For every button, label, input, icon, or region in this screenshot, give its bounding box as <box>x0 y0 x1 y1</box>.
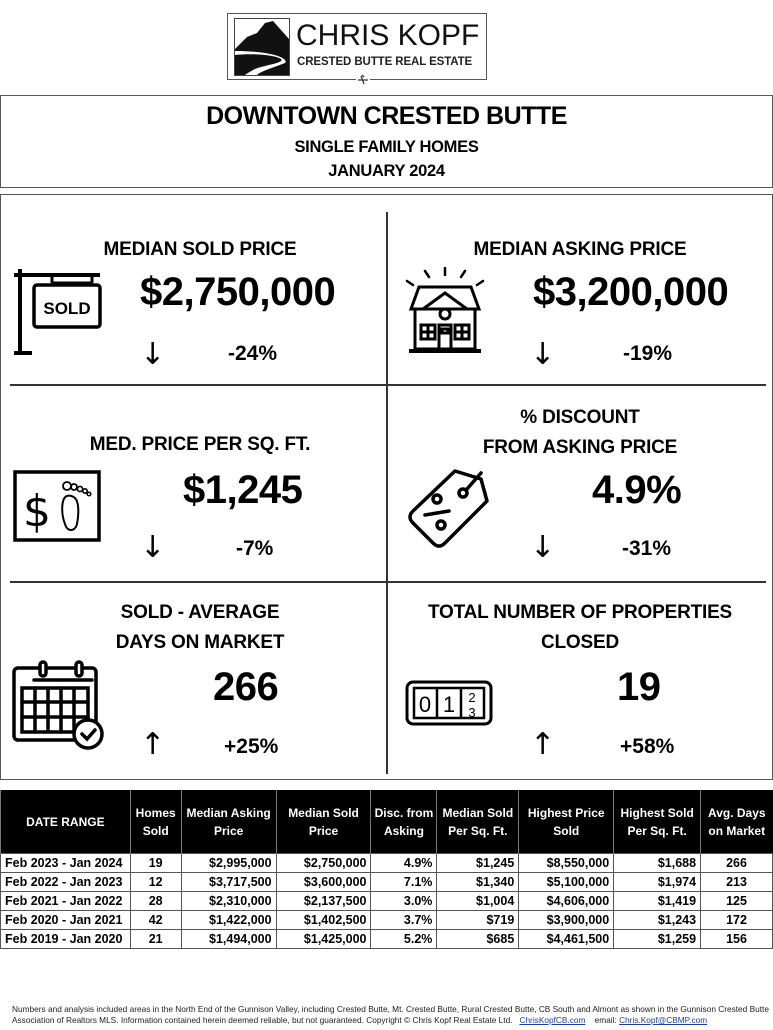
cell-median-sold: $2,137,500 <box>276 892 371 911</box>
cell-avg-days: 266 <box>701 854 773 873</box>
fly-icon <box>356 71 370 83</box>
cell-median-asking: $1,494,000 <box>181 930 276 949</box>
cell-homes-sold: 42 <box>130 911 181 930</box>
table-row <box>1 873 773 892</box>
history-table <box>0 790 773 949</box>
house-icon <box>405 267 493 363</box>
cell-median-asking: $1,422,000 <box>181 911 276 930</box>
email-label: email: <box>594 1015 617 1025</box>
cell-homes-sold: 19 <box>130 854 181 873</box>
metric-change: -19% <box>623 342 673 365</box>
dollar-footprint-icon <box>13 470 101 546</box>
svg-text:3: 3 <box>468 705 476 720</box>
report-period: JANUARY 2024 <box>328 162 445 180</box>
divider <box>10 581 766 583</box>
col-header-discount: Disc. from Asking <box>371 790 437 854</box>
cell-date-range: Feb 2020 - Jan 2021 <box>1 911 131 930</box>
metric-label <box>387 403 773 463</box>
cell-discount: 7.1% <box>371 873 437 892</box>
cell-median-asking: $3,717,500 <box>181 873 276 892</box>
mountain-logo-icon <box>234 18 290 76</box>
metric-label: MED. PRICE PER SQ. FT. <box>89 434 311 455</box>
metric-change: +25% <box>224 735 279 758</box>
metric-change: -24% <box>228 342 278 365</box>
table-row <box>1 930 773 949</box>
footer-disclaimer <box>12 1004 772 1026</box>
cell-median-sold: $3,600,000 <box>276 873 371 892</box>
divider <box>386 212 388 774</box>
col-header-median-sqft: Median Sold Per Sq. Ft. <box>437 790 519 854</box>
svg-text:0: 0 <box>418 692 432 717</box>
metric-change: -31% <box>622 537 672 560</box>
cell-median-sqft: $1,245 <box>437 854 519 873</box>
metric-label-line: DAYS ON MARKET <box>115 632 285 653</box>
col-header-homes-sold: Homes Sold <box>130 790 181 854</box>
col-header-date-range: DATE RANGE <box>1 790 131 854</box>
arrow-down-icon: ↓ <box>530 530 556 565</box>
cell-highest-sqft: $1,974 <box>614 873 701 892</box>
metric-change: +58% <box>620 735 675 758</box>
cell-median-sqft: $1,004 <box>437 892 519 911</box>
email-link[interactable]: Chris.Kopf@CBMP.com <box>619 1015 708 1025</box>
col-header-median-asking: Median Asking Price <box>181 790 276 854</box>
cell-highest-price: $5,100,000 <box>519 873 614 892</box>
cell-median-sold: $2,750,000 <box>276 854 371 873</box>
col-header-avg-days: Avg. Days on Market <box>701 790 773 854</box>
cell-date-range: Feb 2022 - Jan 2023 <box>1 873 131 892</box>
cell-median-sqft: $719 <box>437 911 519 930</box>
cell-discount: 4.9% <box>371 854 437 873</box>
logo <box>227 13 487 80</box>
cell-date-range: Feb 2019 - Jan 2020 <box>1 930 131 949</box>
arrow-up-icon: ↑ <box>530 727 556 762</box>
svg-text:$: $ <box>23 486 51 537</box>
metric-change: -7% <box>236 537 274 560</box>
title-box <box>0 95 773 188</box>
cell-homes-sold: 21 <box>130 930 181 949</box>
col-header-median-sold: Median Sold Price <box>276 790 371 854</box>
logo-name: CHRIS KOPF <box>296 19 480 52</box>
metric-label-line: CLOSED <box>541 632 619 653</box>
metric-label: MEDIAN SOLD PRICE <box>103 239 297 260</box>
page-subtitle: SINGLE FAMILY HOMES <box>294 138 479 156</box>
cell-highest-price: $4,606,000 <box>519 892 614 911</box>
col-header-highest-price: Highest Price Sold <box>519 790 614 854</box>
metric-value: $3,200,000 <box>533 270 729 314</box>
website-link[interactable]: ChrisKopfCB.com <box>519 1015 586 1025</box>
metric-label <box>387 598 773 658</box>
svg-text:SOLD: SOLD <box>43 299 91 318</box>
divider <box>10 384 766 386</box>
metric-value: $1,245 <box>183 468 303 512</box>
cell-avg-days: 172 <box>701 911 773 930</box>
cell-avg-days: 125 <box>701 892 773 911</box>
svg-text:1: 1 <box>442 692 456 717</box>
cell-date-range: Feb 2021 - Jan 2022 <box>1 892 131 911</box>
cell-highest-sqft: $1,259 <box>614 930 701 949</box>
arrow-down-icon: ↓ <box>140 337 166 372</box>
cell-highest-sqft: $1,688 <box>614 854 701 873</box>
metric-label-line: % DISCOUNT <box>520 407 640 428</box>
table-row <box>1 911 773 930</box>
svg-text:2: 2 <box>468 690 476 705</box>
arrow-up-icon: ↑ <box>140 727 166 762</box>
metric-value: 19 <box>617 665 661 709</box>
cell-avg-days: 156 <box>701 930 773 949</box>
table-row <box>1 892 773 911</box>
cell-median-sqft: $1,340 <box>437 873 519 892</box>
arrow-down-icon: ↓ <box>140 530 166 565</box>
metric-label-line: SOLD - AVERAGE <box>120 602 280 623</box>
cell-homes-sold: 12 <box>130 873 181 892</box>
sold-sign-icon <box>12 267 104 361</box>
cell-highest-price: $3,900,000 <box>519 911 614 930</box>
counter-icon <box>405 680 493 730</box>
table-row <box>1 854 773 873</box>
cell-avg-days: 213 <box>701 873 773 892</box>
arrow-down-icon: ↓ <box>530 337 556 372</box>
cell-highest-sqft: $1,419 <box>614 892 701 911</box>
cell-median-sold: $1,402,500 <box>276 911 371 930</box>
disclaimer-text: Numbers and analysis included areas in the North End of the Gunnison Valley, including Crested Butte, Mt. Crested Butte, Rural Crested Butte, CB South and Almont as shown in the Gunnison Crested Butte Association of Realtors MLS. Information contained herein deemed reliable, but not guaranteed. Copyright © Chris Kopf Real Estate Ltd. <box>12 1004 769 1025</box>
cell-median-asking: $2,995,000 <box>181 854 276 873</box>
metric-label: MEDIAN ASKING PRICE <box>473 239 687 260</box>
metric-value: 4.9% <box>592 468 682 512</box>
table-header-row <box>1 790 773 854</box>
metric-label <box>0 598 400 658</box>
cell-median-sqft: $685 <box>437 930 519 949</box>
discount-tag-icon <box>405 463 495 557</box>
calendar-check-icon <box>12 660 104 754</box>
logo-tagline: CRESTED BUTTE REAL ESTATE <box>297 56 473 68</box>
cell-date-range: Feb 2023 - Jan 2024 <box>1 854 131 873</box>
col-header-highest-sqft: Highest Sold Per Sq. Ft. <box>614 790 701 854</box>
cell-discount: 5.2% <box>371 930 437 949</box>
cell-discount: 3.0% <box>371 892 437 911</box>
cell-median-asking: $2,310,000 <box>181 892 276 911</box>
cell-median-sold: $1,425,000 <box>276 930 371 949</box>
metric-label-line: TOTAL NUMBER OF PROPERTIES <box>427 602 733 623</box>
cell-highest-price: $4,461,500 <box>519 930 614 949</box>
cell-discount: 3.7% <box>371 911 437 930</box>
page-title: DOWNTOWN CRESTED BUTTE <box>206 102 567 130</box>
cell-homes-sold: 28 <box>130 892 181 911</box>
metric-value: 266 <box>213 665 279 709</box>
cell-highest-price: $8,550,000 <box>519 854 614 873</box>
cell-highest-sqft: $1,243 <box>614 911 701 930</box>
metric-label-line: FROM ASKING PRICE <box>482 437 678 458</box>
metric-value: $2,750,000 <box>140 270 336 314</box>
